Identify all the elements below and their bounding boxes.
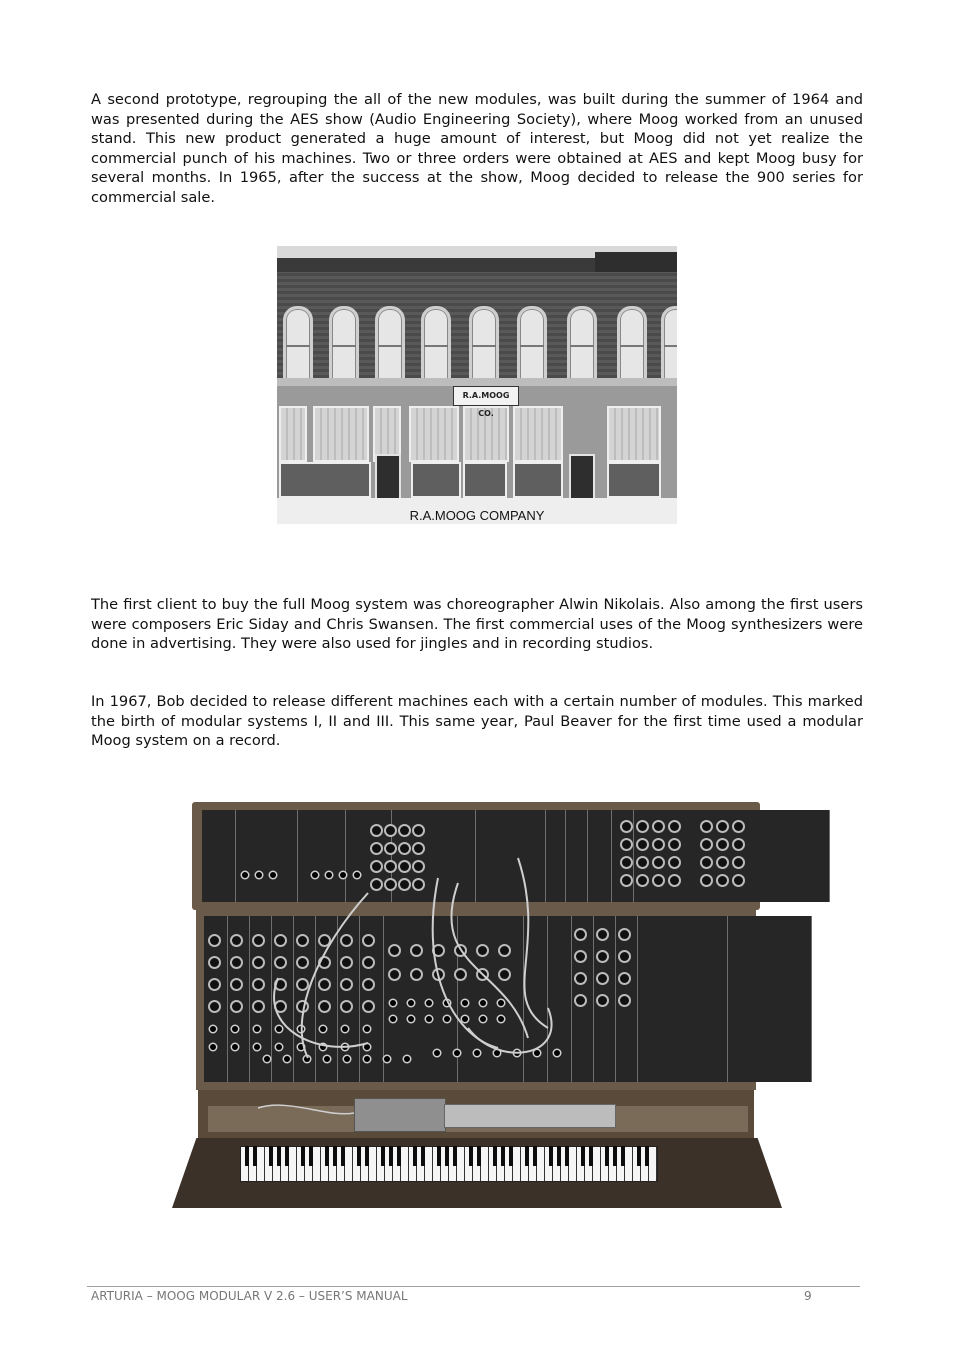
- black-key: [389, 1146, 393, 1166]
- black-key: [589, 1146, 593, 1166]
- black-key: [453, 1146, 457, 1166]
- black-key: [397, 1146, 401, 1166]
- shop-window: [607, 406, 661, 462]
- black-key: [365, 1146, 369, 1166]
- black-key: [277, 1146, 281, 1166]
- upper-window: [617, 306, 647, 382]
- upper-window: [517, 306, 547, 382]
- paragraph-1967: In 1967, Bob decided to release different machines each with a certain number of modules. This marked the birth of modular systems I, II and III. This same year, Paul Beaver for the first time used a modular Moog system on a record.: [91, 693, 863, 749]
- display-window: [279, 462, 371, 498]
- black-key: [501, 1146, 505, 1166]
- black-key: [357, 1146, 361, 1166]
- black-key: [269, 1146, 273, 1166]
- black-key: [637, 1146, 641, 1166]
- black-key: [253, 1146, 257, 1166]
- door: [569, 454, 595, 502]
- black-key: [477, 1146, 481, 1166]
- black-key: [557, 1146, 561, 1166]
- black-key: [565, 1146, 569, 1166]
- upper-window: [469, 306, 499, 382]
- paragraph-first-client: The first client to buy the full Moog system was choreographer Alwin Nikolais. Also among the first users were composers Eric Siday and Chris Swansen. The first commercial uses of the Moog synthesizers were done in advertising. They were also used for jingles and in recording studios.: [91, 596, 863, 652]
- black-key: [525, 1146, 529, 1166]
- display-window: [607, 462, 661, 498]
- shop-window: [409, 406, 459, 462]
- black-key: [509, 1146, 513, 1166]
- roofline-right: [595, 252, 677, 272]
- footer-title: ARTURIA – MOOG MODULAR V 2.6 – USER’S MANUAL: [91, 1289, 408, 1303]
- black-key: [605, 1146, 609, 1166]
- black-key: [613, 1146, 617, 1166]
- shop-window: [513, 406, 563, 462]
- page-number: 9: [804, 1289, 812, 1303]
- shop-window: [313, 406, 369, 462]
- upper-window: [421, 306, 451, 382]
- paragraph-prototype: A second prototype, regrouping the all of the new modules, was built during the summer of 1964 and was presented during the AES show (Audio Engineering Society), where Moog worked from an unused stand. This new product generated a huge amount of interest, but Moog did not yet realize the commercial punch of his machines. Two or three orders were obtained at AES and kept Moog busy for several months. In 1965, after the success at the show, Moog decided to release the 900 series for commercial sale.: [91, 91, 863, 206]
- black-key: [437, 1146, 441, 1166]
- upper-window: [567, 306, 597, 382]
- black-key: [381, 1146, 385, 1166]
- display-window: [463, 462, 507, 498]
- footer-rule: [87, 1286, 860, 1287]
- black-key: [245, 1146, 249, 1166]
- upper-window: [329, 306, 359, 382]
- black-key: [285, 1146, 289, 1166]
- black-key: [533, 1146, 537, 1166]
- cornice: [277, 378, 677, 386]
- black-key: [549, 1146, 553, 1166]
- roofline: [277, 258, 597, 272]
- store-sign: R.A.MOOG CO.: [453, 386, 519, 406]
- moog-company-building-photo: [277, 246, 677, 524]
- upper-window: [375, 306, 405, 382]
- black-key: [309, 1146, 313, 1166]
- upper-window: [661, 306, 677, 382]
- moog-modular-system-photo: [168, 798, 786, 1212]
- upper-window: [283, 306, 313, 382]
- black-key: [445, 1146, 449, 1166]
- black-key: [325, 1146, 329, 1166]
- black-key: [421, 1146, 425, 1166]
- shop-window: [279, 406, 307, 462]
- black-key: [493, 1146, 497, 1166]
- black-key: [645, 1146, 649, 1166]
- black-key: [333, 1146, 337, 1166]
- photo-caption: R.A.MOOG COMPANY: [409, 508, 545, 523]
- display-window: [513, 462, 563, 498]
- black-key: [341, 1146, 345, 1166]
- black-key: [621, 1146, 625, 1166]
- door: [375, 454, 401, 502]
- black-key: [469, 1146, 473, 1166]
- black-key: [301, 1146, 305, 1166]
- black-key: [581, 1146, 585, 1166]
- display-window: [411, 462, 461, 498]
- black-key: [413, 1146, 417, 1166]
